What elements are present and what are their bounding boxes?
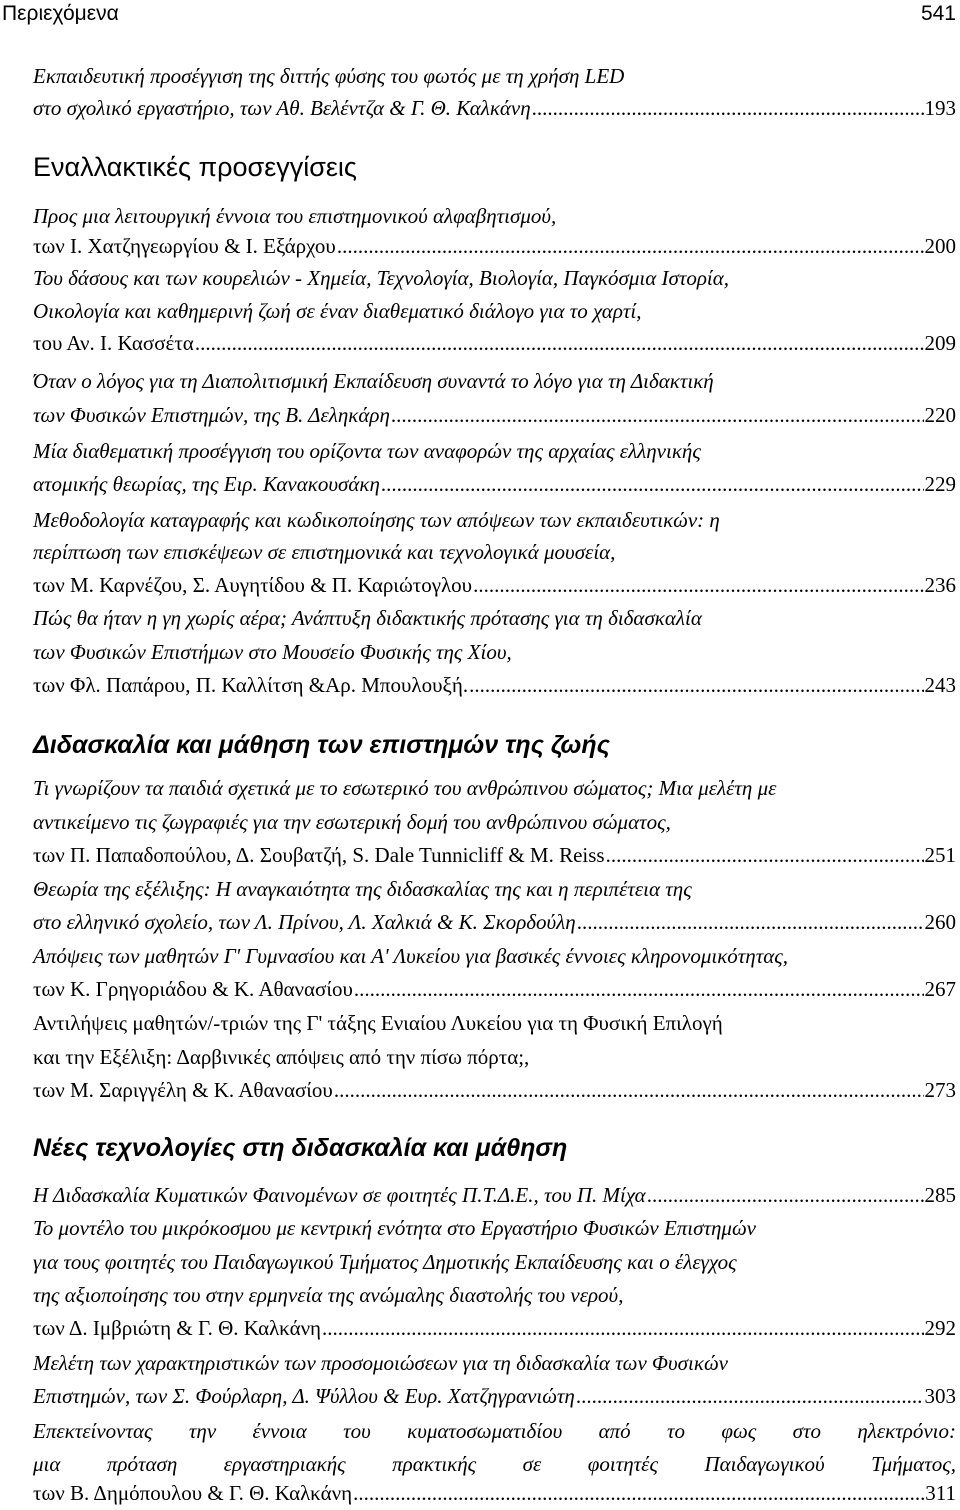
toc-entry-title-line: Θεωρία της εξέλιξης: Η αναγκαιότητα της διδασκαλίας της και η περιπέτεια της — [33, 877, 692, 901]
toc-entry-title-line: Πώς θα ήταν η γη χωρίς αέρα; Ανάπτυξη διδακτικής πρότασης για τη διδασκαλία — [33, 606, 702, 630]
dot-leader — [606, 838, 924, 872]
toc-entry-title-line: Απόψεις των μαθητών Γ' Γυμνασίου και Α' Λυκείου για βασικές έννοιες κληρονομικότητας, — [33, 944, 789, 968]
toc-entry-text: των Ι. Χατζηγεωργίου & Ι. Εξάρχου — [33, 234, 336, 258]
toc-entry-line[interactable] — [33, 1379, 956, 1413]
dot-leader — [576, 1379, 924, 1413]
running-title: Περιεχόμενα — [2, 2, 119, 25]
toc-entry-title-line: αντικείμενο τις ζωγραφιές για την εσωτερική δομή του ανθρώπινου σώματος, — [33, 810, 671, 834]
toc-entry-title-line: και την Εξέλιξη: Δαρβινικές απόψεις από την πίσω πόρτα;, — [33, 1045, 530, 1069]
toc-page-number: 292 — [924, 1316, 956, 1340]
toc-entry-title-line: Μεθοδολογία καταγραφής και κωδικοποίησης των απόψεων των εκπαιδευτικών: η — [33, 508, 720, 532]
toc-page-number: 220 — [924, 403, 956, 427]
toc-entry-title-line: για τους φοιτητές του Παιδαγωγικού Τμήματος Δημοτικής Εκπαίδευσης και ο έλεγχος — [33, 1250, 737, 1274]
toc-entry-text: των Φλ. Παπάρου, Π. Καλλίτση &Αρ. Μπουλουξή. — [33, 673, 469, 697]
dot-leader — [469, 668, 923, 702]
toc-entry-text: στο ελληνικό σχολείο, των Λ. Πρίνου, Λ. Χαλκιά & Κ. Σκορδούλη — [33, 910, 576, 934]
toc-entry-text: του Αν. Ι. Κασσέτα — [33, 331, 194, 355]
dot-leader — [354, 972, 924, 1006]
toc-entry-text: των Δ. Ιμβριώτη & Γ. Θ. Καλκάνη — [33, 1316, 322, 1340]
toc-page-number: 260 — [924, 910, 956, 934]
dot-leader — [391, 398, 924, 432]
toc-entry-title-line: Το μοντέλο του μικρόκοσμου με κεντρική ενότητα στο Εργαστήριο Φυσικών Επιστημών — [33, 1216, 756, 1240]
toc-entry-line[interactable] — [33, 398, 956, 432]
toc-entry-title-line: Οικολογία και καθημερινή ζωή σε έναν διαθεματικό διάλογο για το χαρτί, — [33, 299, 642, 323]
dot-leader — [577, 905, 924, 939]
dot-leader — [322, 1311, 923, 1345]
toc-entry-title-line: Μελέτη των χαρακτηριστικών των προσομοιώσεων για τη διδασκαλία των Φυσικών — [33, 1351, 728, 1375]
toc-entry-text: των Π. Παπαδοπούλου, Δ. Σουβατζή, S. Dale Tunnicliff & M. Reiss — [33, 843, 605, 867]
toc-entry-title-line: της αξιοποίησης του στην ερμηνεία της ανώμαλης διαστολής του νερού, — [33, 1283, 624, 1307]
toc-entry-line[interactable] — [33, 905, 956, 939]
page-header — [0, 0, 960, 30]
toc-page-number: 273 — [924, 1078, 956, 1102]
toc-entry-text: των Κ. Γρηγοριάδου & Κ. Αθανασίου — [33, 977, 353, 1001]
toc-entry-title-line: Τι γνωρίζουν τα παιδιά σχετικά με το εσωτερικό του ανθρώπινου σώματος; Μια μελέτη με — [33, 776, 777, 800]
toc-page-number: 285 — [924, 1183, 956, 1207]
dot-leader — [381, 467, 924, 501]
dot-leader — [532, 91, 924, 125]
toc-page-number: 251 — [924, 843, 956, 867]
toc-page-number: 236 — [924, 573, 956, 597]
toc-page-number: 209 — [924, 331, 956, 355]
toc-entry-line[interactable] — [33, 668, 956, 702]
toc-entry-line[interactable] — [33, 972, 956, 1006]
toc-entry-title-line: Του δάσους και των κουρελιών - Χημεία, Τεχνολογία, Βιολογία, Παγκόσμια Ιστορία, — [33, 266, 730, 290]
toc-entry-title-line: Μία διαθεματική προσέγγιση του ορίζοντα των αναφορών της αρχαίας ελληνικής — [33, 439, 701, 463]
dot-leader — [647, 1178, 924, 1212]
dot-leader — [473, 568, 923, 602]
section-heading: Νέες τεχνολογίες στη διδασκαλία και μάθηση — [33, 1134, 568, 1162]
toc-entry-text: των Β. Δημόπουλου & Γ. Θ. Καλκάνη — [33, 1481, 353, 1505]
toc-entry-line[interactable] — [33, 1476, 956, 1510]
toc-entry-text: Επιστημών, των Σ. Φούρλαρη, Δ. Ψύλλου & Ευρ. Χατζηγρανιώτη — [33, 1384, 575, 1408]
toc-entry-text: ατομικής θεωρίας, της Ειρ. Κανακουσάκη — [33, 472, 380, 496]
toc-entry-line[interactable] — [33, 568, 956, 602]
toc-page-number: 193 — [924, 96, 956, 120]
toc-entry-line[interactable] — [33, 229, 956, 263]
toc-entry-title-line: Αντιλήψεις μαθητών/-τριών της Γ' τάξης Ενιαίου Λυκείου για τη Φυσική Επιλογή — [33, 1011, 723, 1035]
toc-entry-line[interactable] — [33, 838, 956, 872]
toc-entry-title-line: Όταν ο λόγος για τη Διαπολιτισμική Εκπαίδευση συναντά το λόγο για τη Διδακτική — [33, 369, 714, 393]
toc-entry-text: των Φυσικών Επιστημών, της Β. Δεληκάρη — [33, 403, 390, 427]
toc-entry-line[interactable] — [33, 326, 956, 360]
toc-entry-line[interactable] — [33, 1073, 956, 1107]
toc-entry-title-line: περίπτωση των επισκέψεων σε επιστημονικά και τεχνολογικά μουσεία, — [33, 540, 616, 564]
section-heading: Εναλλακτικές προσεγγίσεις — [33, 152, 357, 182]
toc-page-number: 267 — [924, 977, 956, 1001]
toc-page-number: 243 — [924, 673, 956, 697]
toc-entry-text: των Μ. Σαριγγέλη & Κ. Αθανασίου — [33, 1078, 333, 1102]
toc-entry-line[interactable] — [33, 91, 956, 125]
toc-entry-text: Η Διδασκαλία Κυματικών Φαινομένων σε φοιτητές Π.Τ.Δ.Ε., του Π. Μίχα — [33, 1183, 646, 1207]
toc-entry-title-line: Προς μια λειτουργική έννοια του επιστημονικού αλφαβητισμού, — [33, 204, 557, 228]
toc-entry-title-line: μια πρόταση εργαστηριακής πρακτικής σε φοιτητές Παιδαγωγικού Τμήματος, — [33, 1452, 956, 1476]
dot-leader — [337, 229, 924, 263]
toc-entry-line[interactable] — [33, 467, 956, 501]
toc-page-number: 200 — [924, 234, 956, 258]
toc-entry-line[interactable] — [33, 1311, 956, 1345]
dot-leader — [334, 1073, 924, 1107]
toc-entry-title-line: Επεκτείνοντας την έννοια του κυματοσωματιδίου από το φως στο ηλεκτρόνιο: — [33, 1419, 956, 1443]
toc-page-number: 311 — [925, 1481, 956, 1505]
toc-page-number: 229 — [924, 472, 956, 496]
dot-leader — [353, 1476, 924, 1510]
toc-page-number: 303 — [924, 1384, 956, 1408]
toc-entry-line[interactable] — [33, 1178, 956, 1212]
toc-entry-text: των Μ. Καρνέζου, Σ. Αυγητίδου & Π. Καριώτογλου — [33, 573, 473, 597]
dot-leader — [195, 326, 924, 360]
toc-entry-title-line: των Φυσικών Επιστήμων στο Μουσείο Φυσικής της Χίου, — [33, 640, 512, 664]
page-number: 541 — [920, 2, 956, 25]
toc-entry-title-line: Εκπαιδευτική προσέγγιση της διττής φύσης του φωτός με τη χρήση LED — [33, 64, 625, 88]
section-heading: Διδασκαλία και μάθηση των επιστημών της ζωής — [33, 731, 610, 759]
toc-entry-text: στο σχολικό εργαστήριο, των Αθ. Βελέντζα & Γ. Θ. Καλκάνη — [33, 96, 531, 120]
